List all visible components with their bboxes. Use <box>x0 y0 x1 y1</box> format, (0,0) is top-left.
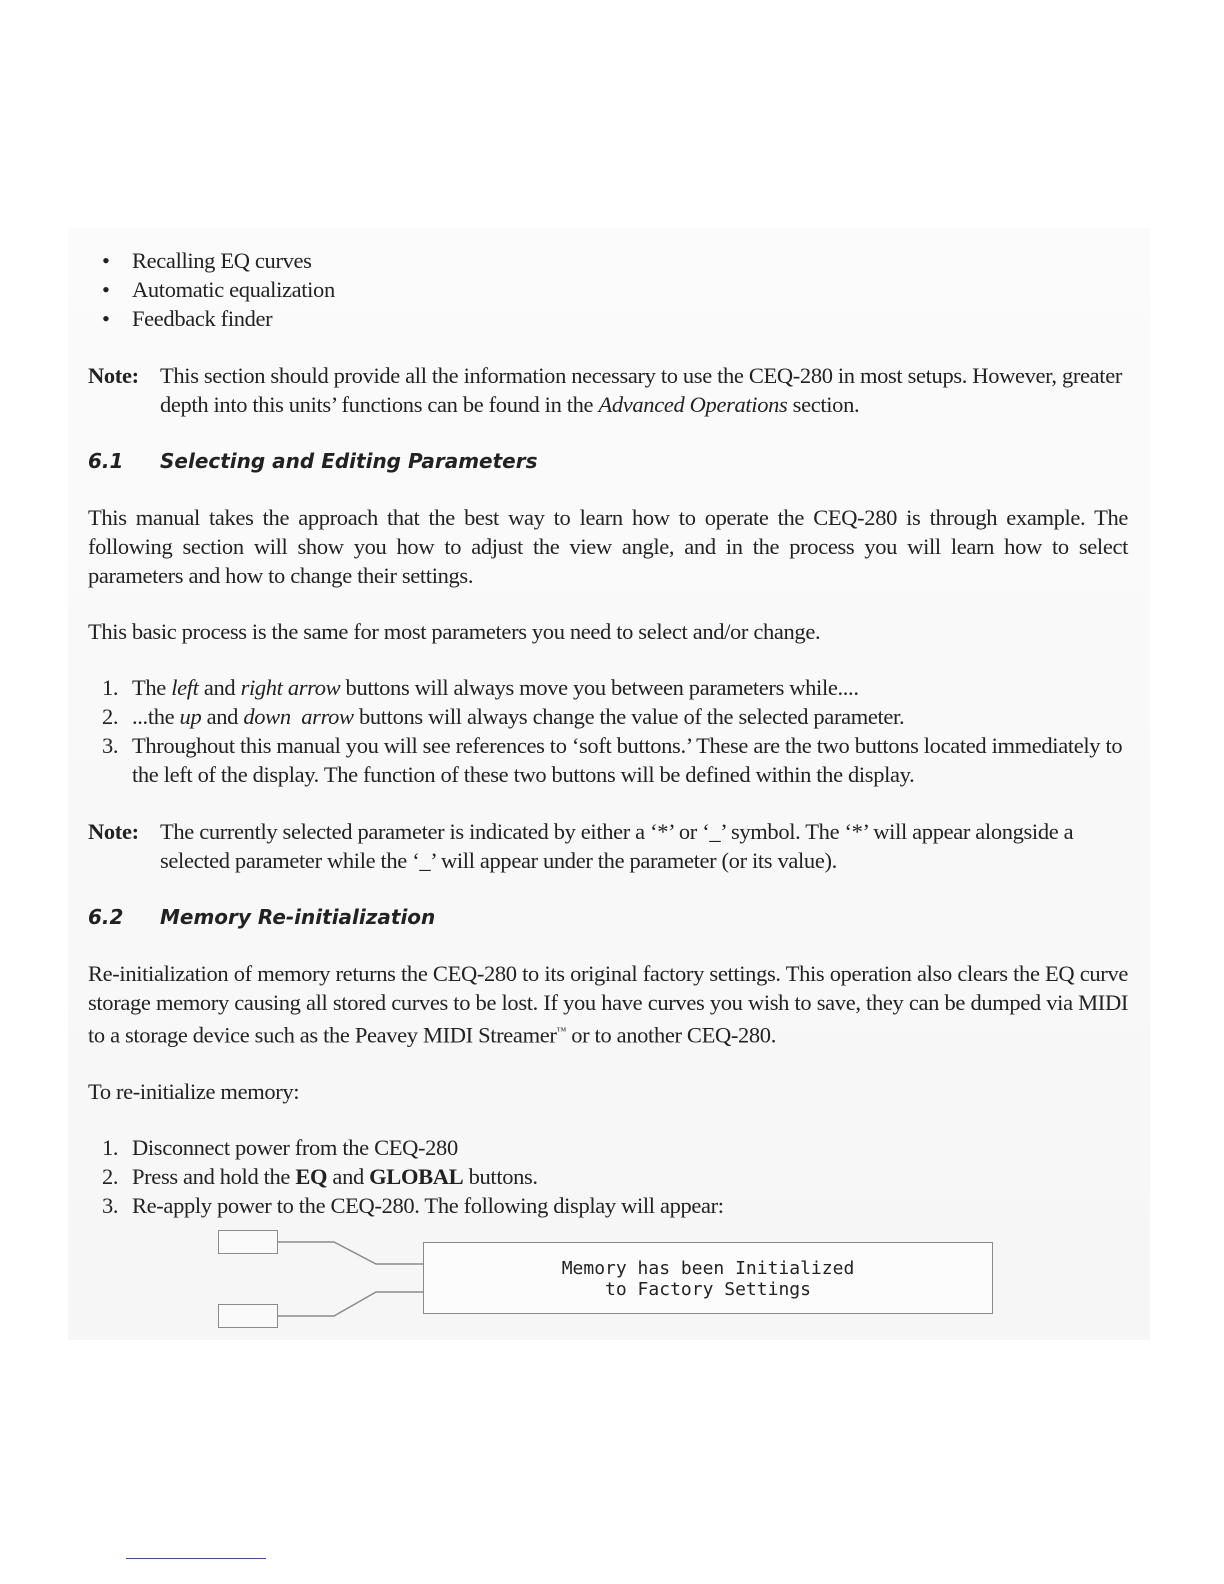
note-block <box>88 817 1128 875</box>
note-label: Note: <box>88 819 139 844</box>
lcd-line-1: Memory has been Initialized <box>561 1258 855 1279</box>
display-diagram <box>214 1228 1004 1334</box>
list-item: 3. Re-apply power to the CEQ-280. The following display will appear: <box>102 1192 724 1218</box>
section-number: 6.1 <box>88 449 124 473</box>
bullet-icon: • <box>102 306 110 331</box>
list-item: 3. Throughout this manual you will see references to ‘soft buttons.’ These are the two buttons located immediately to the left of the display. The function of these two buttons will be defined within the display. <box>102 733 1123 787</box>
note-text: This section should provide all the information necessary to use the CEQ-280 in most setups. However, greater depth into this units’ functions can be found in the Advanced Operations section. <box>160 363 1122 417</box>
document-content <box>88 240 1128 1220</box>
note-label: Note: <box>88 363 139 388</box>
list-item: • Recalling EQ curves <box>102 248 312 273</box>
note-text: The currently selected parameter is indicated by either a ‘*’ or ‘_’ symbol. The ‘*’ will appear alongside a selected parameter while the ‘_’ will appear under the parameter (or its value). <box>160 819 1074 873</box>
section-heading <box>88 903 1128 932</box>
list-item: • Feedback finder <box>102 306 273 331</box>
paragraph: This manual takes the approach that the best way to learn how to operate the CEQ-280 is through example. The following section will show you how to adjust the view angle, and in the process you will learn how to select parameters and how to change their settings. <box>88 505 1128 588</box>
steps-list <box>88 1133 1128 1220</box>
footnote-divider <box>126 1558 266 1559</box>
note-block <box>88 361 1128 419</box>
note-italic-ref: Advanced Operations <box>598 392 788 417</box>
list-item: 1. Disconnect power from the CEQ-280 <box>102 1134 458 1160</box>
paragraph: Re-initialization of memory returns the CEQ-280 to its original factory settings. This operation also clears the EQ curve storage memory causing all stored curves to be lost. If you have curves you wish to save, they can be dumped via MIDI to a storage device such as the Peavey MIDI Streamer™ or to another CEQ-280. <box>88 961 1128 1048</box>
section-heading <box>88 447 1128 476</box>
bullet-icon: • <box>102 248 110 273</box>
list-item: 2. Press and hold the EQ and GLOBAL buttons. <box>102 1163 538 1189</box>
section-title: Memory Re-initialization <box>160 905 436 929</box>
list-item: • Automatic equalization <box>102 277 335 302</box>
lcd-line-2: to Factory Settings <box>605 1279 811 1300</box>
lcd-display <box>423 1242 993 1314</box>
paragraph: To re-initialize memory: <box>88 1078 300 1104</box>
bullet-icon: • <box>102 277 110 302</box>
list-item: 2. ...the up and down arrow buttons will always change the value of the selected parameter. <box>102 704 905 729</box>
connector-line-bottom <box>278 1292 423 1316</box>
connector-line-top <box>278 1242 423 1264</box>
steps-list <box>88 673 1128 789</box>
trademark-symbol: ™ <box>556 1026 566 1037</box>
list-item: 1. The left and right arrow buttons will always move you between parameters while.... <box>102 675 859 700</box>
paragraph: This basic process is the same for most parameters you need to select and/or change. <box>88 619 821 644</box>
feature-list <box>88 246 1128 333</box>
section-number: 6.2 <box>88 905 124 929</box>
section-title: Selecting and Editing Parameters <box>160 449 538 473</box>
